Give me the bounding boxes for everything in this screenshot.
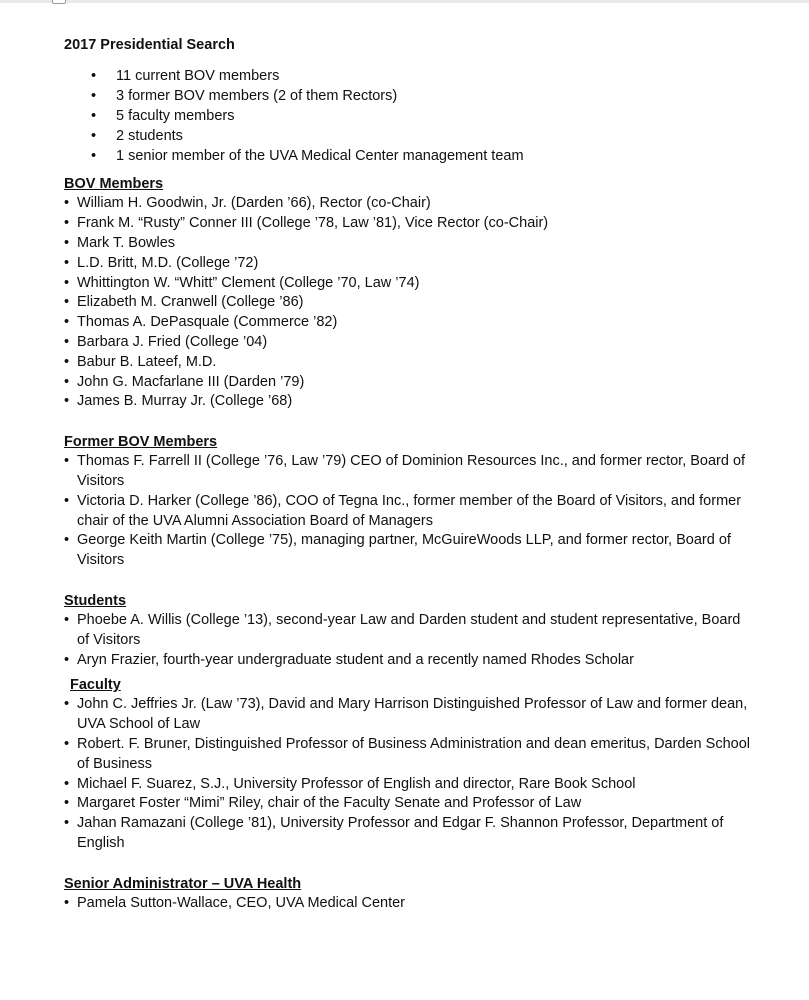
list-item: • Babur B. Lateef, M.D. (64, 353, 754, 373)
checkbox-icon (52, 0, 66, 4)
summary-item: • 3 former BOV members (2 of them Rectors) (64, 86, 754, 106)
list-item: • John G. Macfarlane III (Darden ’79) (64, 373, 754, 393)
list-item: • John C. Jeffries Jr. (Law ’73), David and Mary Harrison Distinguished Professor of Law and former dean, UVA School of Law (64, 695, 754, 735)
top-toolbar-edge (0, 0, 809, 3)
list-item: • Barbara J. Fried (College ’04) (64, 333, 754, 353)
summary-item: • 1 senior member of the UVA Medical Center management team (64, 146, 754, 166)
summary-item: • 5 faculty members (64, 106, 754, 126)
list-item: • Victoria D. Harker (College ’86), COO of Tegna Inc., former member of the Board of Visitors, and former chair of the UVA Alumni Association Board of Managers (64, 492, 754, 532)
section-heading-faculty: Faculty (70, 677, 121, 694)
list-item: • Frank M. “Rusty” Conner III (College ’78, Law ’81), Vice Rector (co-Chair) (64, 214, 754, 234)
list-item: • Margaret Foster “Mimi” Riley, chair of the Faculty Senate and Professor of Law (64, 794, 754, 814)
former-bov-list (64, 452, 754, 571)
summary-list (64, 66, 754, 166)
list-item: • Phoebe A. Willis (College ’13), second-year Law and Darden student and student representative, Board of Visitors (64, 611, 754, 651)
list-item: • Jahan Ramazani (College ’81), University Professor and Edgar F. Shannon Professor, Department of English (64, 814, 754, 854)
list-item: • Aryn Frazier, fourth-year undergraduate student and a recently named Rhodes Scholar (64, 651, 754, 671)
list-item: • Elizabeth M. Cranwell (College ’86) (64, 293, 754, 313)
list-item: • Thomas A. DePasquale (Commerce ’82) (64, 313, 754, 333)
list-item: • Robert. F. Bruner, Distinguished Professor of Business Administration and dean emeritus, Darden School of Business (64, 735, 754, 775)
senior-admin-list (64, 894, 754, 914)
list-item: • Thomas F. Farrell II (College ’76, Law ’79) CEO of Dominion Resources Inc., and former rector, Board of Visitors (64, 452, 754, 492)
document-body (64, 35, 754, 914)
list-item: • Michael F. Suarez, S.J., University Professor of English and director, Rare Book School (64, 775, 754, 795)
list-item: • L.D. Britt, M.D. (College ’72) (64, 254, 754, 274)
list-item: • William H. Goodwin, Jr. (Darden ’66), Rector (co-Chair) (64, 194, 754, 214)
list-item: • Mark T. Bowles (64, 234, 754, 254)
list-item: • James B. Murray Jr. (College ’68) (64, 392, 754, 412)
section-heading-students: Students (64, 593, 127, 610)
faculty-list (64, 695, 754, 853)
list-item: • Pamela Sutton-Wallace, CEO, UVA Medical Center (64, 894, 754, 914)
summary-item: • 11 current BOV members (64, 66, 754, 86)
list-item: • Whittington W. “Whitt” Clement (College ’70, Law ’74) (64, 274, 754, 294)
section-heading-senior-admin: Senior Administrator – UVA Health (64, 875, 302, 892)
list-item: • George Keith Martin (College ’75), managing partner, McGuireWoods LLP, and former rector, Board of Visitors (64, 531, 754, 571)
document-title: 2017 Presidential Search (64, 37, 235, 53)
section-heading-bov: BOV Members (64, 176, 164, 193)
summary-item: • 2 students (64, 126, 754, 146)
bov-list (64, 194, 754, 412)
students-list (64, 611, 754, 670)
section-heading-former-bov: Former BOV Members (64, 434, 218, 451)
